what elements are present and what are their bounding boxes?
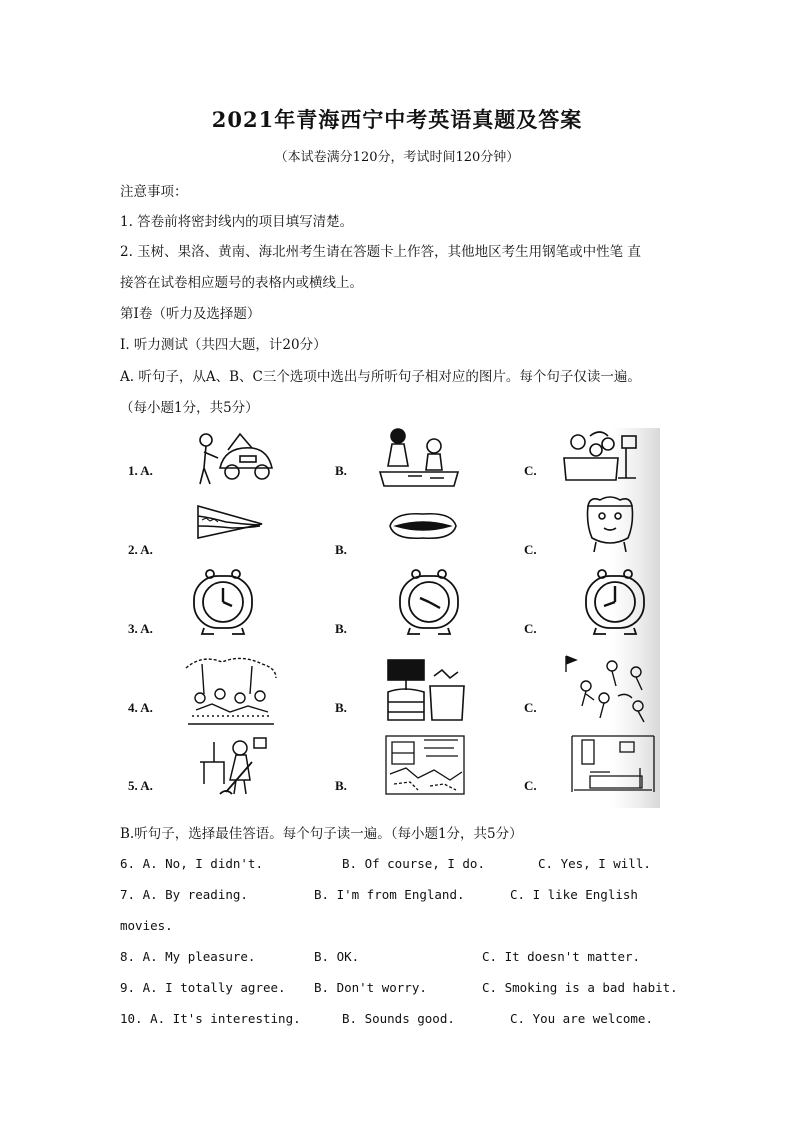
- picnic-icon: [182, 654, 280, 728]
- hotdog-icon: [386, 508, 460, 544]
- q9-option-c: C. Smoking is a bad habit.: [482, 980, 678, 995]
- exam-info: （本试卷满分120分，考试时间120分钟）: [274, 150, 520, 165]
- row-5-label-b: B.: [335, 778, 347, 793]
- q7-option-b: B. I'm from England.: [314, 887, 465, 902]
- q9-option-a: 9. A. I totally agree.: [120, 980, 286, 995]
- row-1-label-b: B.: [335, 463, 347, 478]
- yard-sale-sign-text: YARD: [395, 662, 417, 670]
- clock-icon: [582, 568, 648, 636]
- clock-icon: [190, 568, 256, 636]
- row-4-label-b: B.: [335, 700, 347, 715]
- family-tv-icon: [560, 428, 642, 488]
- q10-option-c: C. You are welcome.: [510, 1011, 653, 1026]
- clock-icon: [396, 568, 462, 636]
- row-1-label-a: 1. A.: [128, 463, 153, 478]
- tidy-bedroom-icon: [570, 732, 656, 796]
- section-b-instruction: B.听句子，选择最佳答语。每个句子读一遍。（每小题1分，共5分）: [120, 826, 523, 842]
- q8-option-c: C. It doesn't matter.: [482, 949, 641, 964]
- sandwich-icon: [192, 498, 266, 544]
- row-1-label-c: C.: [524, 463, 537, 478]
- q6-option-a: 6. A. No, I didn't.: [120, 856, 263, 871]
- section-1-heading: Ⅰ. 听力测试（共四大题，计20分）: [120, 337, 327, 353]
- part-1-heading: 第Ⅰ卷（听力及选择题）: [120, 306, 261, 322]
- q6-option-b: B. Of course, I do.: [342, 856, 485, 871]
- mechanic-car-icon: [190, 428, 276, 488]
- row-3-label-b: B.: [335, 621, 347, 636]
- hamburger-icon: [582, 494, 638, 554]
- q6-option-c: C. Yes, I will.: [538, 856, 651, 871]
- messy-room-icon: [384, 734, 466, 796]
- sweeping-girl-icon: [196, 734, 272, 798]
- teacher-student-icon: [378, 426, 460, 490]
- row-2-label-c: C.: [524, 542, 537, 557]
- row-5-label-c: C.: [524, 778, 537, 793]
- row-4-label-a: 4. A.: [128, 700, 153, 715]
- q10-option-b: B. Sounds good.: [342, 1011, 455, 1026]
- q8-option-b: B. OK.: [314, 949, 360, 964]
- svg-text:SALE: SALE: [396, 671, 416, 679]
- note-2-line-1: 2. 玉树、果洛、黄南、海北州考生请在答题卡上作答，其他地区考生用钢笔或中性笔 直: [120, 244, 641, 260]
- note-1: 1. 答卷前将密封线内的项目填写清楚。: [120, 214, 354, 230]
- row-2-label-a: 2. A.: [128, 542, 153, 557]
- row-4-label-c: C.: [524, 700, 537, 715]
- row-3-label-a: 3. A.: [128, 621, 153, 636]
- q10-option-a: 10. A. It's interesting.: [120, 1011, 301, 1026]
- yard-sale-icon: [384, 656, 468, 724]
- section-a-instruction: A. 听句子，从A、B、C三个选项中选出与所听句子相对应的图片。每个句子仅读一遍。: [120, 369, 641, 385]
- q8-option-a: 8. A. My pleasure.: [120, 949, 256, 964]
- row-5-label-a: 5. A.: [128, 778, 153, 793]
- row-2-label-b: B.: [335, 542, 347, 557]
- row-3-label-c: C.: [524, 621, 537, 636]
- q7-option-a: 7. A. By reading.: [120, 887, 248, 902]
- q7-option-c: C. I like English: [510, 887, 638, 902]
- q7-option-c-continuation: movies.: [120, 918, 173, 933]
- notes-heading: 注意事项：: [120, 184, 188, 200]
- playground-icon: [552, 652, 656, 724]
- section-a-points: （每小题1分，共5分）: [120, 400, 259, 416]
- q9-option-b: B. Don't worry.: [314, 980, 427, 995]
- note-2-line-2: 接答在试卷相应题号的表格内或横线上。: [120, 275, 363, 291]
- page-title: 2021年青海西宁中考英语真题及答案: [211, 107, 583, 132]
